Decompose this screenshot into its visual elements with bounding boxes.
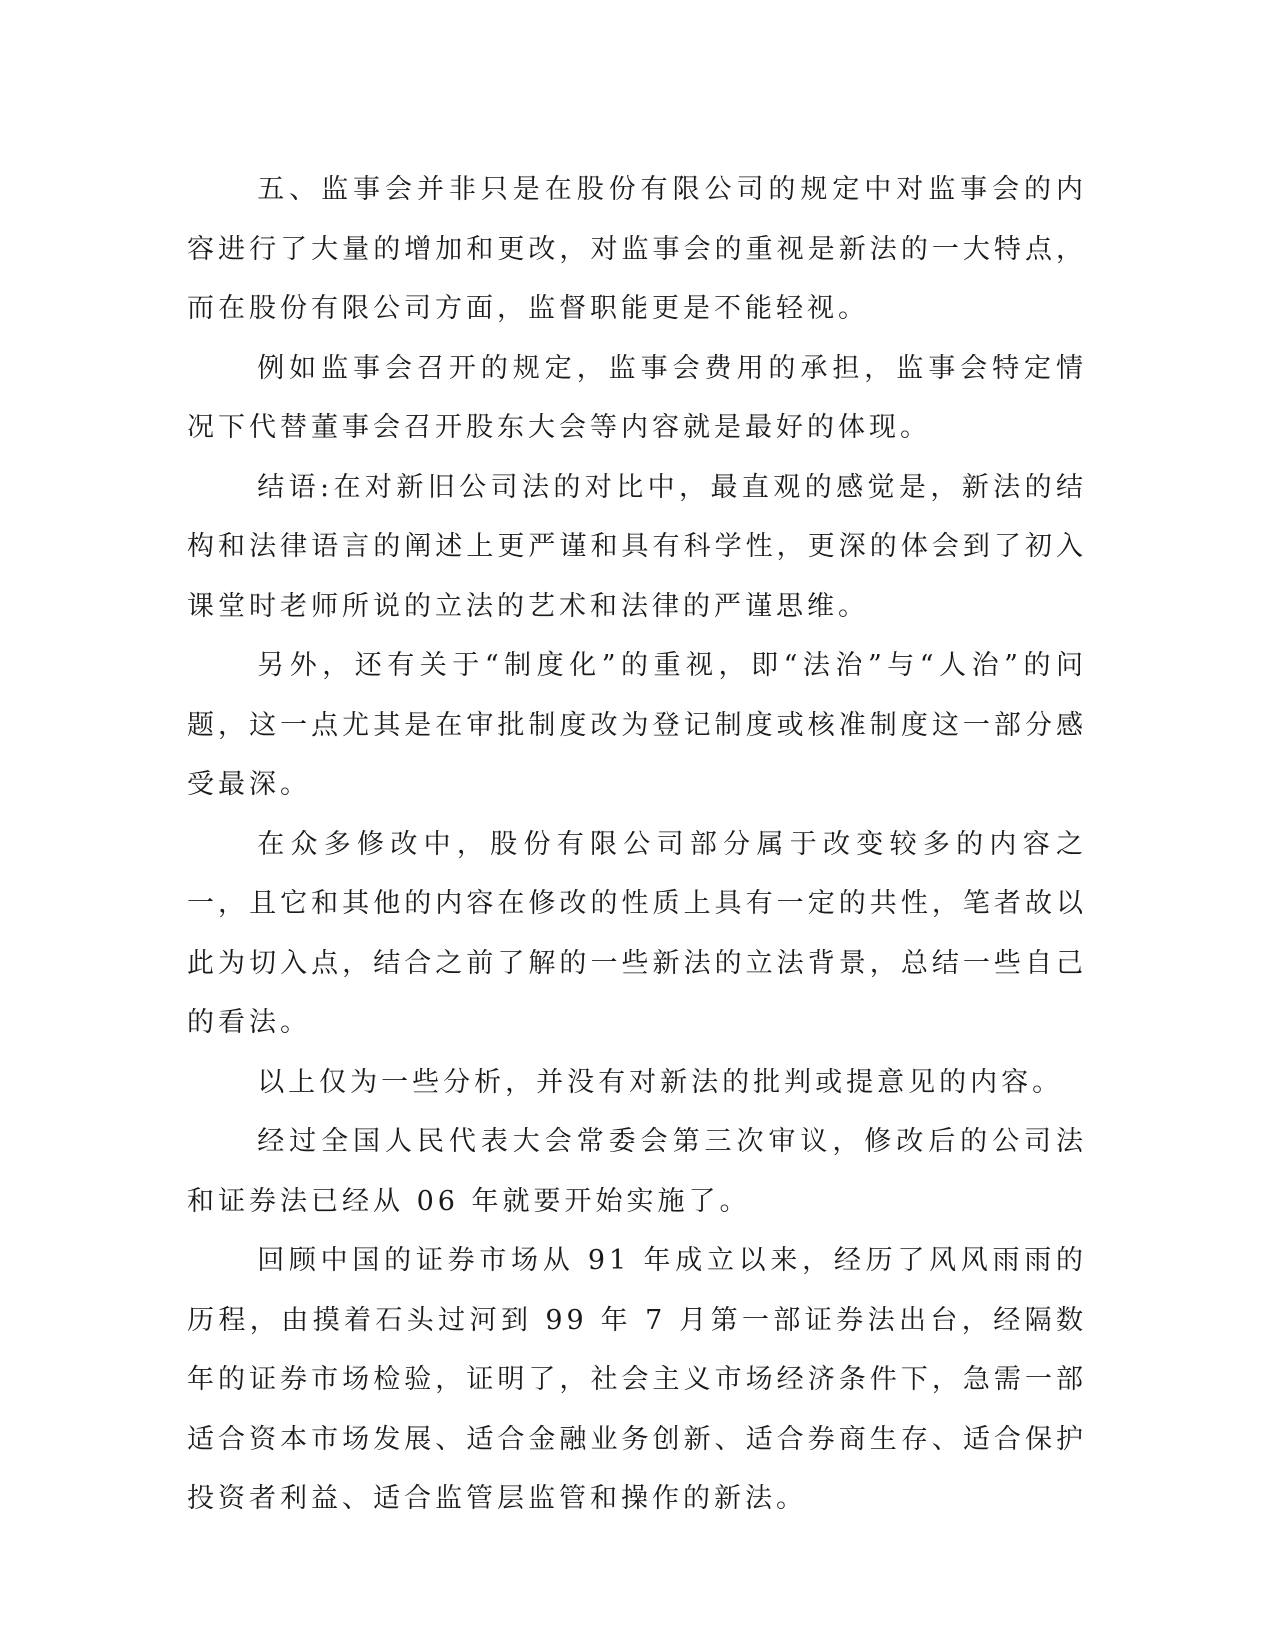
paragraph: 回顾中国的证券市场从 91 年成立以来，经历了风风雨雨的历程，由摸着石头过河到 99 年 7 月第一部证券法出台，经隔数年的证券市场检验，证明了，社会主义市场经济条件下，急需一部适合资本市场发展、适合金融业务创新、适合券商生存、适合保护投资者利益、适合监管层监管和操作的新法。 bbox=[187, 1245, 1087, 1514]
paragraph: 经过全国人民代表大会常委会第三次审议，修改后的公司法和证券法已经从 06 年就要开始实施了。 bbox=[187, 1126, 1087, 1217]
paragraph: 例如监事会召开的规定，监事会费用的承担，监事会特定情况下代替董事会召开股东大会等内容就是最好的体现。 bbox=[187, 352, 1087, 443]
paragraph: 另外，还有关于“制度化”的重视，即“法治”与“人治”的问题，这一点尤其是在审批制度改为登记制度或核准制度这一部分感受最深。 bbox=[187, 650, 1087, 800]
paragraph: 以上仅为一些分析，并没有对新法的批判或提意见的内容。 bbox=[257, 1066, 1064, 1098]
paragraph: 结语:在对新旧公司法的对比中，最直观的感觉是，新法的结构和法律语言的阐述上更严谨和具有科学性，更深的体会到了初入课堂时老师所说的立法的艺术和法律的严谨思维。 bbox=[187, 471, 1087, 622]
paragraph: 五、监事会并非只是在股份有限公司的规定中对监事会的内容进行了大量的增加和更改，对监事会的重视是新法的一大特点，而在股份有限公司方面，监督职能更是不能轻视。 bbox=[187, 174, 1087, 324]
paragraph: 在众多修改中，股份有限公司部分属于改变较多的内容之一，且它和其他的内容在修改的性质上具有一定的共性，笔者故以此为切入点，结合之前了解的一些新法的立法背景，总结一些自己的看法。 bbox=[187, 828, 1087, 1038]
document-body bbox=[187, 160, 1087, 1529]
